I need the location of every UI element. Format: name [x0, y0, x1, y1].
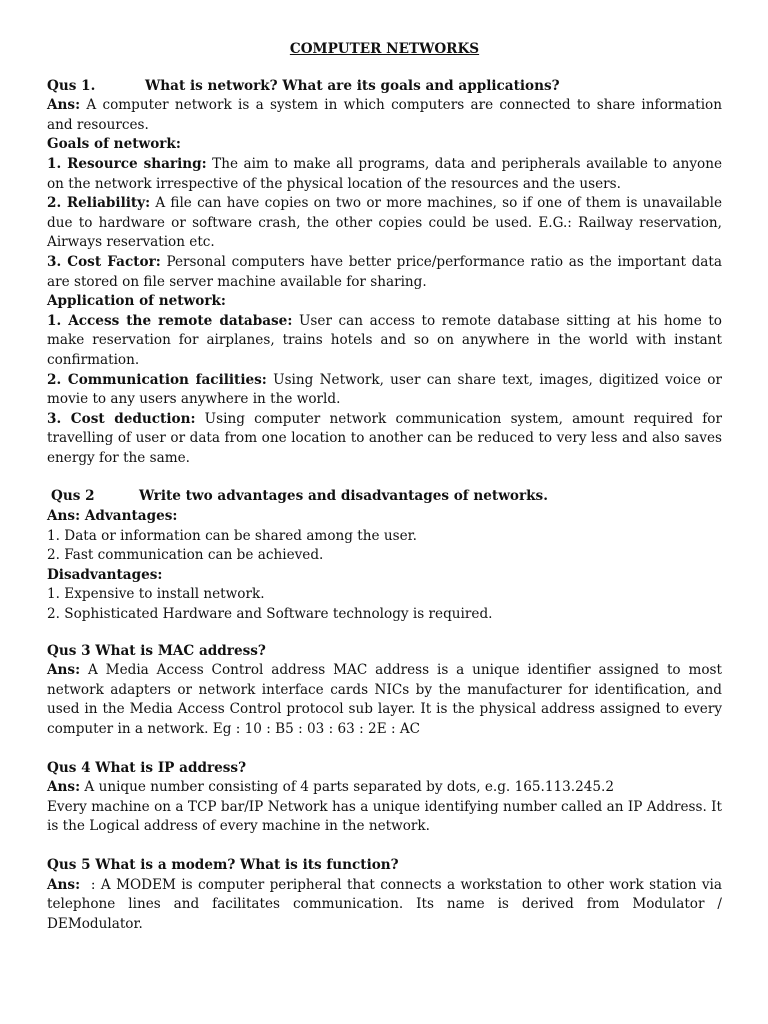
q2-label: Qus 2 [51, 488, 95, 505]
q4-answer-cont: Every machine on a TCP bar/IP Network has a unique identifying number called an IP Address. It is the Logical address of every machine in the network. [47, 798, 722, 835]
disadvantage-item: 2. Sophisticated Hardware and Software technology is required. [47, 606, 493, 623]
disadvantage-item: 1. Expensive to install network. [47, 586, 265, 603]
q1-question-text: What is network? What are its goals and applications? [145, 77, 560, 94]
document-page [47, 40, 727, 934]
goal-item: 1. Resource sharing: The aim to make all programs, data and peripherals available to anyone on the network irrespective of the physical location of the resources and the users. [47, 155, 722, 192]
q4-question: Qus 4 What is IP address? [47, 759, 247, 776]
app-item: 3. Cost deduction: Using computer network communication system, amount required for travelling of user or data from one location to another can be reduced to very less and also saves energy for the same. [47, 410, 722, 466]
goal-item: 2. Reliability: A file can have copies on two or more machines, so if one of them is unavailable due to hardware or software crash, the other copies could be used. E.G.: Railway reservation, Airways reservation etc. [47, 195, 722, 251]
advantage-item: 2. Fast communication can be achieved. [47, 547, 324, 564]
q2-ans-heading: Ans: Advantages: [47, 508, 178, 525]
disadvantages-heading: Disadvantages: [47, 566, 163, 583]
q5-question: Qus 5 What is a modem? What is its function? [47, 856, 399, 873]
app-item: 1. Access the remote database: User can access to remote database sitting at his home to make reservation for airplanes, trains hotels and so on anywhere in the world with instant confirmation. [47, 312, 722, 368]
page-title: COMPUTER NETWORKS [289, 41, 480, 57]
q1-answer [47, 96, 722, 135]
goal-item: 3. Cost Factor: Personal computers have better price/performance ratio as the important data are stored on file server machine available for sharing. [47, 253, 722, 290]
apps-heading: Application of network: [47, 293, 226, 310]
goals-heading: Goals of network: [47, 136, 181, 153]
q5-answer: Ans: : A MODEM is computer peripheral that connects a workstation to other work station via telephone lines and facilitates communication. Its name is derived from Modulator / DEModulator. [47, 876, 727, 932]
q2-question-text: Write two advantages and disadvantages of networks. [139, 488, 548, 505]
app-item: 2. Communication facilities: Using Network, user can share text, images, digitized voice or movie to any users anywhere in the world. [47, 371, 722, 408]
q1-ans-label: Ans: [47, 97, 81, 114]
advantage-item: 1. Data or information can be shared among the user. [47, 527, 417, 544]
q2-question [47, 487, 722, 507]
q3-answer: Ans: A Media Access Control address MAC address is a unique identifier assigned to most network adapters or network interface cards NICs by the manufacturer for identification, and used in the Media Access Control protocol sub layer. It is the physical address assigned to every computer in a network. Eg : 10 : B5 : 03 : 63 : 2E : AC [47, 662, 722, 737]
q1-label: Qus 1. [47, 77, 96, 94]
q3-question: Qus 3 What is MAC address? [47, 642, 266, 659]
q1-ans-text: A computer network is a system in which computers are connected to share information and resources. [47, 97, 722, 133]
q4-answer: Ans: A unique number consisting of 4 parts separated by dots, e.g. 165.113.245.2 [47, 779, 615, 796]
q1-question [47, 77, 722, 97]
